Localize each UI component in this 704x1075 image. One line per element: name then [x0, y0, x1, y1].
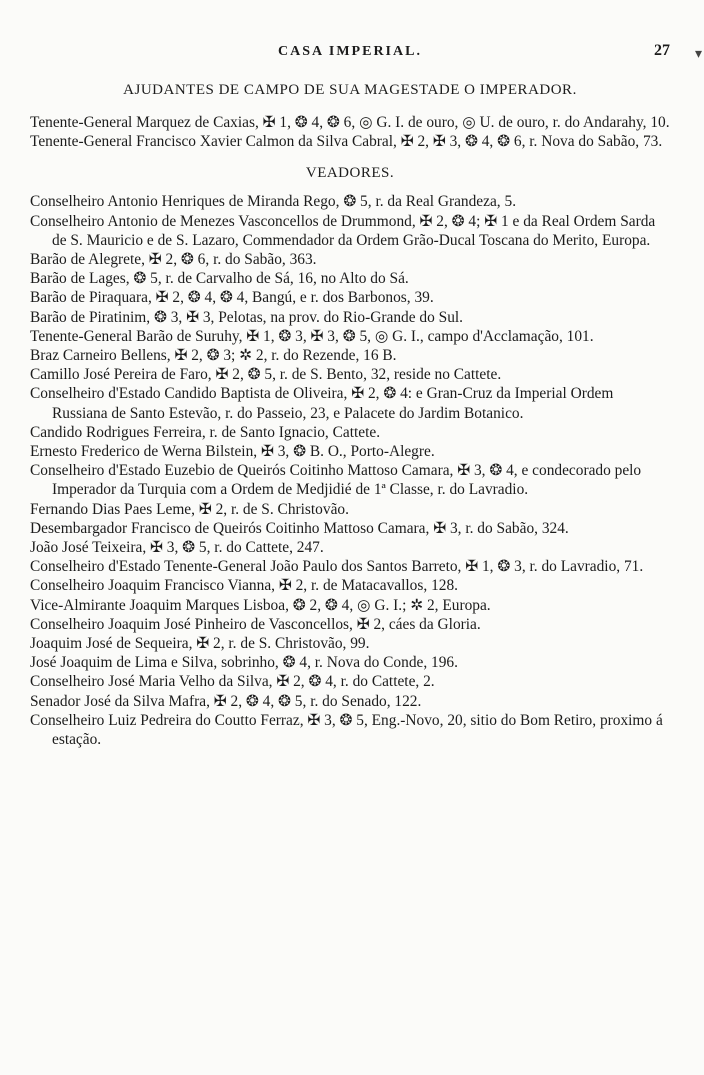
- list-item: Conselheiro Antonio de Menezes Vasconcellos de Drummond, ✠ 2, ❂ 4; ✠ 1 e da Real Ordem Sarda de S. Mauricio e de S. Lazaro, Commendador da Ordem Grão-Ducal Toscana do Merito, Europa.: [30, 212, 656, 249]
- list-item: Conselheiro Joaquim José Pinheiro de Vasconcellos, ✠ 2, cáes da Gloria.: [30, 615, 481, 633]
- list-item: Barão de Alegrete, ✠ 2, ❂ 6, r. do Sabão, 363.: [30, 251, 317, 269]
- list-item: José Joaquim de Lima e Silva, sobrinho, ❂ 4, r. Nova do Conde, 196.: [30, 654, 458, 672]
- veadores-list: [30, 192, 670, 749]
- list-item: Conselheiro d'Estado Candido Baptista de Oliveira, ✠ 2, ❂ 4: e Gran-Cruz da Imperial Ordem Russiana de Santo Estevão, r. do Passeio, 23, e Palacete do Jardim Botanico.: [30, 385, 614, 422]
- list-item: João José Teixeira, ✠ 3, ❂ 5, r. do Cattete, 247.: [30, 539, 324, 557]
- list-item: Conselheiro Joaquim Francisco Vianna, ✠ 2, r. de Matacavallos, 128.: [30, 577, 458, 595]
- list-item: Fernando Dias Paes Leme, ✠ 2, r. de S. Christovão.: [30, 500, 349, 518]
- list-item: Vice-Almirante Joaquim Marques Lisboa, ❂ 2, ❂ 4, ◎ G. I.; ✲ 2, Europa.: [30, 596, 491, 614]
- list-item: Conselheiro d'Estado Tenente-General João Paulo dos Santos Barreto, ✠ 1, ❂ 3, r. do Lavradio, 71.: [30, 558, 644, 576]
- list-item: Braz Carneiro Bellens, ✠ 2, ❂ 3; ✲ 2, r. do Rezende, 16 B.: [30, 347, 397, 365]
- list-item: Conselheiro Luiz Pedreira do Coutto Ferraz, ✠ 3, ❂ 5, Eng.-Novo, 20, sitio do Bom Retiro, proximo á estação.: [30, 711, 663, 749]
- page-header: [30, 40, 670, 70]
- document-page: [30, 40, 670, 749]
- list-item: Barão de Piratinim, ❂ 3, ✠ 3, Pelotas, na prov. do Rio-Grande do Sul.: [30, 308, 464, 326]
- list-item: Camillo José Pereira de Faro, ✠ 2, ❂ 5, r. de S. Bento, 32, reside no Cattete.: [30, 366, 502, 384]
- list-item: Candido Rodrigues Ferreira, r. de Santo Ignacio, Cattete.: [30, 423, 381, 441]
- list-item: Tenente-General Barão de Suruhy, ✠ 1, ❂ 3, ✠ 3, ❂ 5, ◎ G. I., campo d'Acclamação, 101.: [30, 327, 594, 345]
- ajudantes-section-title: AJUDANTES DE CAMPO DE SUA MAGESTADE O IMPERADOR.: [123, 82, 577, 98]
- list-item: Barão de Lages, ❂ 5, r. de Carvalho de Sá, 16, no Alto do Sá.: [30, 270, 409, 288]
- ajudantes-list: [30, 113, 670, 151]
- list-item: Conselheiro Antonio Henriques de Miranda Rego, ❂ 5, r. da Real Grandeza, 5.: [30, 193, 517, 211]
- list-item: Barão de Piraquara, ✠ 2, ❂ 4, ❂ 4, Bangú, e r. dos Barbonos, 39.: [30, 289, 434, 307]
- list-item: Joaquim José de Sequeira, ✠ 2, r. de S. Christovão, 99.: [30, 635, 370, 653]
- list-item: Senador José da Silva Mafra, ✠ 2, ❂ 4, ❂ 5, r. do Senado, 122.: [30, 692, 422, 710]
- list-item: Ernesto Frederico de Werna Bilstein, ✠ 3, ❂ B. O., Porto-Alegre.: [30, 443, 435, 461]
- list-item: Tenente-General Francisco Xavier Calmon da Silva Cabral, ✠ 2, ✠ 3, ❂ 4, ❂ 6, r. Nova do Sabão, 73.: [30, 133, 663, 151]
- list-item: Desembargador Francisco de Queirós Coitinho Mattoso Camara, ✠ 3, r. do Sabão, 324.: [30, 519, 569, 537]
- list-item: Tenente-General Marquez de Caxias, ✠ 1, ❂ 4, ❂ 6, ◎ G. I. de ouro, ◎ U. de ouro, r. do Andarahy, 10.: [30, 114, 670, 131]
- list-item: Conselheiro José Maria Velho da Silva, ✠ 2, ❂ 4, r. do Cattete, 2.: [30, 673, 435, 691]
- page-edge-mark: ▾: [694, 47, 702, 62]
- veadores-section-title: VEADORES.: [305, 165, 395, 182]
- page-number: 27: [654, 42, 670, 59]
- running-title: CASA IMPERIAL.: [278, 44, 422, 59]
- list-item: Conselheiro d'Estado Euzebio de Queirós Coitinho Mattoso Camara, ✠ 3, ❂ 4, e condecorado pelo Imperador da Turquia com a Ordem de Medjidié de 1ª Classe, r. do Lavradio.: [30, 462, 642, 499]
